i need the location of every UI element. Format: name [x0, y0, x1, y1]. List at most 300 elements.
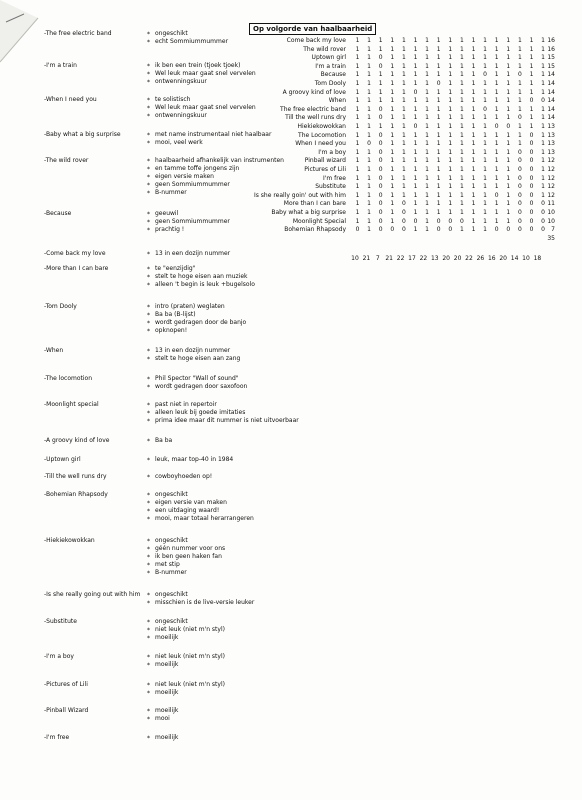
ranking-cell: 1 [367, 54, 371, 62]
ranking-cell: 0 [517, 157, 522, 165]
remark-item: * stelt te hoge eisen aan zang [147, 355, 240, 363]
ranking-cell: 0 [529, 131, 534, 139]
ranking-cell: 0 [378, 200, 383, 208]
ranking-cell: 1 [436, 131, 441, 139]
ranking-cell: 0 [529, 166, 534, 173]
song-title: -Substitute [44, 618, 77, 625]
ranking-cell: 1 [390, 209, 395, 216]
remark-item: * en tamme toffe jongens zijn [147, 165, 284, 173]
ranking-cell: 1 [494, 166, 499, 173]
ranking-cell: 1 [401, 45, 406, 53]
ranking-cell: 1 [483, 217, 487, 225]
ranking-cell: 1 [367, 114, 371, 122]
ranking-cell: 0 [390, 226, 395, 234]
ranking-cell: 1 [529, 88, 534, 96]
remark-list [147, 96, 256, 120]
ranking-song-name: The free electric band [280, 105, 346, 113]
ranking-row-total: 14 [547, 97, 555, 105]
ranking-cell: 1 [541, 54, 545, 62]
ranking-cell: 1 [483, 37, 487, 44]
ranking-row-total: 15 [547, 54, 555, 62]
ranking-cell: 1 [367, 80, 371, 87]
ranking-cell: 1 [401, 183, 406, 191]
remark-list [147, 537, 225, 577]
ranking-cell: 1 [506, 88, 511, 96]
ranking-cell: 1 [436, 191, 441, 199]
ranking-cell: 1 [541, 140, 545, 148]
ranking-cell: 1 [401, 148, 406, 156]
ranking-cell: 1 [413, 45, 418, 53]
ranking-cell: 1 [506, 54, 511, 62]
ranking-cell: 1 [436, 123, 441, 130]
ranking-cell: 1 [506, 105, 511, 113]
ranking-cell: 1 [425, 37, 429, 44]
ranking-cell: 1 [494, 54, 499, 62]
remark-item: * ongeschikt [147, 537, 225, 545]
ranking-cell: 0 [378, 217, 383, 225]
ranking-cell: 1 [401, 123, 406, 130]
remark-item: * ongeschikt [147, 30, 228, 38]
ranking-cell: 1 [378, 80, 383, 87]
ranking-row-total: 12 [547, 174, 555, 182]
ranking-cell: 1 [483, 140, 487, 148]
ranking-song-name: I'm a boy [318, 148, 346, 156]
ranking-cell: 1 [459, 131, 464, 139]
ranking-cell: 1 [529, 54, 534, 62]
ranking-cell: 1 [448, 45, 453, 53]
ranking-song-name: Till the well runs dry [285, 114, 346, 122]
ranking-cell: 1 [471, 166, 476, 173]
ranking-cell: 1 [425, 200, 429, 208]
ranking-row-total: 14 [547, 71, 555, 79]
ranking-cell: 0 [517, 226, 522, 234]
ranking-song-name: Baby what a big surprise [271, 209, 346, 216]
remark-item: * leuk, maar top-40 in 1984 [147, 456, 233, 464]
ranking-song-name: Come back my love [286, 37, 346, 44]
ranking-row-total: 14 [547, 105, 555, 113]
ranking-cell: 1 [401, 88, 406, 96]
ranking-cell: 1 [459, 174, 464, 182]
ranking-cell: 1 [367, 88, 371, 96]
ranking-cell: 0 [541, 97, 545, 105]
ranking-cell: 1 [459, 114, 464, 122]
ranking-cell: 1 [541, 123, 545, 130]
ranking-cell: 0 [529, 183, 534, 191]
ranking-cell: 0 [401, 209, 406, 216]
remark-item: * ontwenningskuur [147, 78, 256, 86]
remark-item: * wordt gedragen door saxofoon [147, 383, 247, 391]
remark-item: * geen Sommiummummer [147, 218, 230, 226]
ranking-cell: 1 [390, 200, 395, 208]
ranking-cell: 0 [517, 217, 522, 225]
ranking-cell: 1 [448, 105, 453, 113]
remark-item: * 13 in een dozijn nummer [147, 347, 240, 355]
remark-item: * mooi [147, 715, 178, 723]
ranking-cell: 1 [506, 97, 511, 105]
ranking-cell: 1 [413, 71, 418, 79]
ranking-cell: 0 [483, 71, 487, 79]
column-total: 7 [375, 255, 380, 262]
ranking-cell: 1 [459, 140, 464, 148]
ranking-cell: 1 [459, 62, 464, 70]
ranking-cell: 1 [448, 209, 453, 216]
ranking-cell: 0 [529, 148, 534, 156]
ranking-row-total: 13 [547, 123, 555, 130]
ranking-cell: 1 [459, 37, 464, 44]
ranking-row-total: 13 [547, 131, 555, 139]
ranking-cell: 1 [494, 131, 499, 139]
ranking-cell: 1 [541, 191, 545, 199]
ranking-cell: 1 [448, 97, 453, 105]
ranking-cell: 1 [378, 37, 383, 44]
ranking-cell: 0 [367, 140, 371, 148]
remark-item: * ongeschikt [147, 618, 225, 626]
ranking-cell: 1 [355, 54, 360, 62]
remark-item: * ontwenningskuur [147, 112, 256, 120]
ranking-cell: 1 [390, 88, 395, 96]
remark-item: * mooi, veel werk [147, 139, 271, 147]
ranking-cell: 1 [378, 45, 383, 53]
ranking-cell: 1 [401, 140, 406, 148]
ranking-cell: 1 [517, 80, 522, 87]
ranking-cell: 1 [494, 97, 499, 105]
ranking-cell: 1 [355, 191, 360, 199]
column-total: 22 [396, 255, 405, 262]
ranking-row-total: 11 [547, 200, 555, 208]
ranking-cell: 1 [448, 54, 453, 62]
ranking-cell: 1 [517, 37, 522, 44]
ranking-cell: 1 [529, 80, 534, 87]
song-title: -Baby what a big surprise [44, 131, 121, 138]
remark-list [147, 30, 228, 46]
remark-item: * cowboyhoeden op! [147, 473, 212, 481]
ranking-cell: 1 [483, 148, 487, 156]
ranking-cell: 1 [471, 209, 476, 216]
ranking-cell: 1 [425, 123, 429, 130]
ranking-cell: 1 [390, 131, 395, 139]
column-total: 16 [487, 255, 496, 262]
ranking-cell: 1 [413, 200, 418, 208]
column-total: 13 [430, 255, 439, 262]
ranking-cell: 1 [390, 62, 395, 70]
ranking-cell: 1 [506, 191, 511, 199]
ranking-cell: 1 [355, 183, 360, 191]
ranking-cell: 0 [401, 226, 406, 234]
ranking-cell: 1 [355, 166, 360, 173]
ranking-cell: 1 [425, 157, 429, 165]
ranking-cell: 0 [378, 157, 383, 165]
ranking-cell: 0 [378, 54, 383, 62]
ranking-cell: 1 [355, 157, 360, 165]
column-total: 21 [362, 255, 371, 262]
remark-list [147, 618, 225, 642]
remark-item: * moeilijk [147, 734, 178, 742]
ranking-cell: 0 [413, 217, 418, 225]
ranking-cell: 1 [529, 62, 534, 70]
remark-item: * Ba ba [147, 437, 172, 445]
remark-list [147, 401, 299, 425]
ranking-row-total: 16 [547, 37, 555, 44]
ranking-row-total: 10 [547, 217, 555, 225]
ranking-cell: 0 [517, 191, 522, 199]
ranking-cell: 1 [448, 62, 453, 70]
ranking-cell: 1 [367, 45, 371, 53]
ranking-cell: 1 [390, 123, 395, 130]
ranking-cell: 1 [367, 217, 371, 225]
ranking-cell: 1 [483, 174, 487, 182]
remark-list [147, 707, 178, 723]
ranking-cell: 1 [494, 157, 499, 165]
ranking-cell: 0 [355, 226, 360, 234]
ranking-cell: 1 [448, 140, 453, 148]
ranking-song-name: Moonlight Special [292, 217, 346, 225]
ranking-cell: 0 [529, 200, 534, 208]
remark-item: * alleen leuk bij goede imitaties [147, 409, 299, 417]
ranking-cell: 0 [529, 226, 534, 234]
ranking-row-total: 10 [547, 209, 555, 216]
ranking-cell: 1 [483, 97, 487, 105]
ranking-song-name: Uptown girl [311, 54, 346, 62]
ranking-cell: 1 [367, 166, 371, 173]
ranking-cell: 0 [436, 80, 441, 87]
ranking-cell: 1 [506, 140, 511, 148]
ranking-cell: 1 [483, 131, 487, 139]
ranking-cell: 1 [459, 88, 464, 96]
ranking-cell: 1 [494, 183, 499, 191]
remark-item: * intro (praten) weglaten [147, 303, 246, 311]
ranking-cell: 1 [471, 97, 476, 105]
song-title: -The free electric band [44, 30, 112, 37]
remark-list [147, 250, 230, 258]
ranking-cell: 0 [494, 191, 499, 199]
ranking-cell: 1 [494, 80, 499, 87]
ranking-cell: 1 [425, 71, 429, 79]
ranking-cell: 1 [541, 45, 545, 53]
ranking-cell: 1 [506, 200, 511, 208]
ranking-row-total: 14 [547, 80, 555, 87]
ranking-cell: 1 [459, 97, 464, 105]
ranking-cell: 1 [529, 37, 534, 44]
ranking-cell: 1 [483, 62, 487, 70]
ranking-cell: 0 [448, 226, 453, 234]
ranking-cell: 1 [436, 71, 441, 79]
ranking-cell: 1 [471, 191, 476, 199]
ranking-cell: 0 [413, 88, 418, 96]
ranking-cell: 1 [471, 148, 476, 156]
ranking-cell: 0 [517, 71, 522, 79]
ranking-cell: 1 [390, 157, 395, 165]
ranking-cell: 1 [413, 105, 418, 113]
ranking-cell: 1 [529, 105, 534, 113]
ranking-cell: 1 [425, 148, 429, 156]
ranking-cell: 1 [413, 54, 418, 62]
ranking-cell: 1 [471, 140, 476, 148]
ranking-cell: 0 [517, 148, 522, 156]
ranking-cell: 0 [517, 114, 522, 122]
remark-item: * eigen versie maken [147, 173, 284, 181]
ranking-cell: 0 [378, 148, 383, 156]
ranking-cell: 1 [517, 45, 522, 53]
ranking-cell: 1 [471, 71, 476, 79]
ranking-cell: 0 [541, 226, 545, 234]
ranking-cell: 1 [355, 200, 360, 208]
remark-item: * ongeschikt [147, 491, 254, 499]
remark-list [147, 653, 225, 669]
ranking-song-name: Hiekiekowokkan [297, 123, 346, 130]
ranking-cell: 1 [506, 209, 511, 216]
ranking-cell: 1 [401, 191, 406, 199]
ranking-cell: 1 [367, 71, 371, 79]
ranking-cell: 1 [448, 114, 453, 122]
ranking-cell: 1 [471, 174, 476, 182]
ranking-cell: 1 [390, 166, 395, 173]
ranking-cell: 1 [506, 174, 511, 182]
remark-list [147, 473, 212, 481]
remark-item: * moeilijk [147, 689, 225, 697]
ranking-cell: 1 [436, 200, 441, 208]
ranking-cell: 0 [506, 226, 511, 234]
ranking-cell: 1 [390, 105, 395, 113]
ranking-cell: 1 [471, 54, 476, 62]
ranking-cell: 1 [459, 209, 464, 216]
ranking-cell: 1 [448, 88, 453, 96]
remark-item: * ik ben geen haken fan [147, 553, 225, 561]
remark-item: * B-nummer [147, 569, 225, 577]
ranking-cell: 1 [425, 140, 429, 148]
ranking-cell: 1 [401, 166, 406, 173]
remark-item: * met name instrumentaal niet haalbaar [147, 131, 271, 139]
remark-list [147, 265, 255, 289]
ranking-cell: 1 [355, 37, 360, 44]
ranking-cell: 1 [390, 140, 395, 148]
ranking-cell: 1 [390, 71, 395, 79]
ranking-cell: 1 [448, 37, 453, 44]
ranking-cell: 1 [413, 148, 418, 156]
song-title: -Tom Dooly [44, 303, 77, 310]
ranking-row-total: 7 [551, 226, 555, 234]
ranking-cell: 1 [401, 114, 406, 122]
ranking-cell: 1 [378, 71, 383, 79]
remark-item: * Phil Spector "Wall of sound" [147, 375, 247, 383]
remark-item: * prachtig ! [147, 226, 230, 234]
ranking-cell: 1 [367, 62, 371, 70]
ranking-cell: 1 [517, 62, 522, 70]
song-title: -A groovy kind of love [44, 437, 110, 444]
ranking-cell: 1 [367, 226, 371, 234]
ranking-cell: 0 [378, 191, 383, 199]
song-title: -Moonlight special [44, 401, 99, 408]
ranking-cell: 1 [471, 45, 476, 53]
remark-item: * Ba ba (B-lijst) [147, 311, 246, 319]
ranking-song-name: When [328, 97, 346, 105]
ranking-cell: 1 [459, 105, 464, 113]
ranking-cell: 1 [483, 191, 487, 199]
ranking-cell: 1 [506, 157, 511, 165]
remark-list [147, 591, 254, 607]
song-title: -Because [44, 210, 72, 217]
remark-item: * geen Sommiummummer [147, 181, 284, 189]
ranking-cell: 1 [367, 174, 371, 182]
ranking-cell: 1 [413, 97, 418, 105]
remark-item: * géén nummer voor ons [147, 545, 225, 553]
remark-item: * Wel leuk maar gaat snel vervelen [147, 104, 256, 112]
ranking-cell: 1 [459, 80, 464, 87]
ranking-cell: 1 [436, 62, 441, 70]
ranking-cell: 1 [390, 80, 395, 87]
ranking-cell: 1 [425, 45, 429, 53]
ranking-cell: 1 [483, 88, 487, 96]
column-total: 26 [476, 255, 485, 262]
ranking-cell: 1 [367, 148, 371, 156]
ranking-cell: 1 [390, 37, 395, 44]
ranking-cell: 1 [506, 37, 511, 44]
remark-item: * mooi, maar totaal herarrangeren [147, 515, 254, 523]
ranking-cell: 0 [529, 209, 534, 216]
ranking-cell: 0 [529, 97, 534, 105]
remark-item: * niet leuk (niet m'n styl) [147, 626, 225, 634]
ranking-cell: 0 [378, 174, 383, 182]
ranking-cell: 1 [494, 62, 499, 70]
ranking-cell: 0 [517, 174, 522, 182]
ranking-cell: 1 [541, 62, 545, 70]
ranking-cell: 1 [425, 209, 429, 216]
column-total: 22 [465, 255, 473, 262]
ranking-row-total: 15 [547, 62, 555, 70]
ranking-cell: 1 [494, 140, 499, 148]
ranking-cell: 1 [494, 148, 499, 156]
ranking-cell: 1 [448, 148, 453, 156]
ranking-cell: 1 [425, 105, 429, 113]
ranking-cell: 1 [448, 131, 453, 139]
ranking-row-total: 13 [547, 140, 555, 148]
ranking-song-name: A groovy kind of love [282, 88, 346, 96]
remark-item: * 13 in een dozijn nummer [147, 250, 230, 258]
ranking-cell: 0 [378, 226, 383, 234]
ranking-cell: 1 [459, 200, 464, 208]
ranking-song-name: Tom Dooly [314, 80, 346, 87]
ranking-cell: 0 [541, 217, 545, 225]
ranking-cell: 0 [378, 140, 383, 148]
ranking-cell: 1 [425, 131, 429, 139]
ranking-cell: 1 [459, 54, 464, 62]
ranking-cell: 1 [436, 105, 441, 113]
song-title: -Pictures of Lili [44, 681, 88, 688]
remark-item: * niet leuk (niet m'n styl) [147, 681, 225, 689]
ranking-cell: 1 [367, 131, 371, 139]
ranking-cell: 1 [517, 54, 522, 62]
ranking-cell: 1 [367, 157, 371, 165]
ranking-cell: 1 [425, 191, 429, 199]
ranking-cell: 1 [541, 174, 545, 182]
ranking-cell: 1 [459, 157, 464, 165]
ranking-cell: 1 [506, 131, 511, 139]
ranking-song-name: Substitute [315, 183, 346, 191]
ranking-cell: 1 [401, 80, 406, 87]
ranking-cell: 1 [390, 148, 395, 156]
ranking-cell: 1 [471, 80, 476, 87]
ranking-cell: 1 [390, 45, 395, 53]
ranking-cell: 1 [355, 71, 360, 79]
ranking-cell: 1 [529, 123, 534, 130]
ranking-cell: 1 [401, 71, 406, 79]
remark-item: * moeilijk [147, 707, 178, 715]
song-title: -I'm a boy [44, 653, 74, 660]
ranking-cell: 1 [355, 105, 360, 113]
ranking-cell: 1 [401, 174, 406, 182]
ranking-song-name: When I need you [295, 140, 346, 148]
ranking-cell: 1 [436, 97, 441, 105]
remark-item: * misschien is de live-versie leuker [147, 599, 254, 607]
